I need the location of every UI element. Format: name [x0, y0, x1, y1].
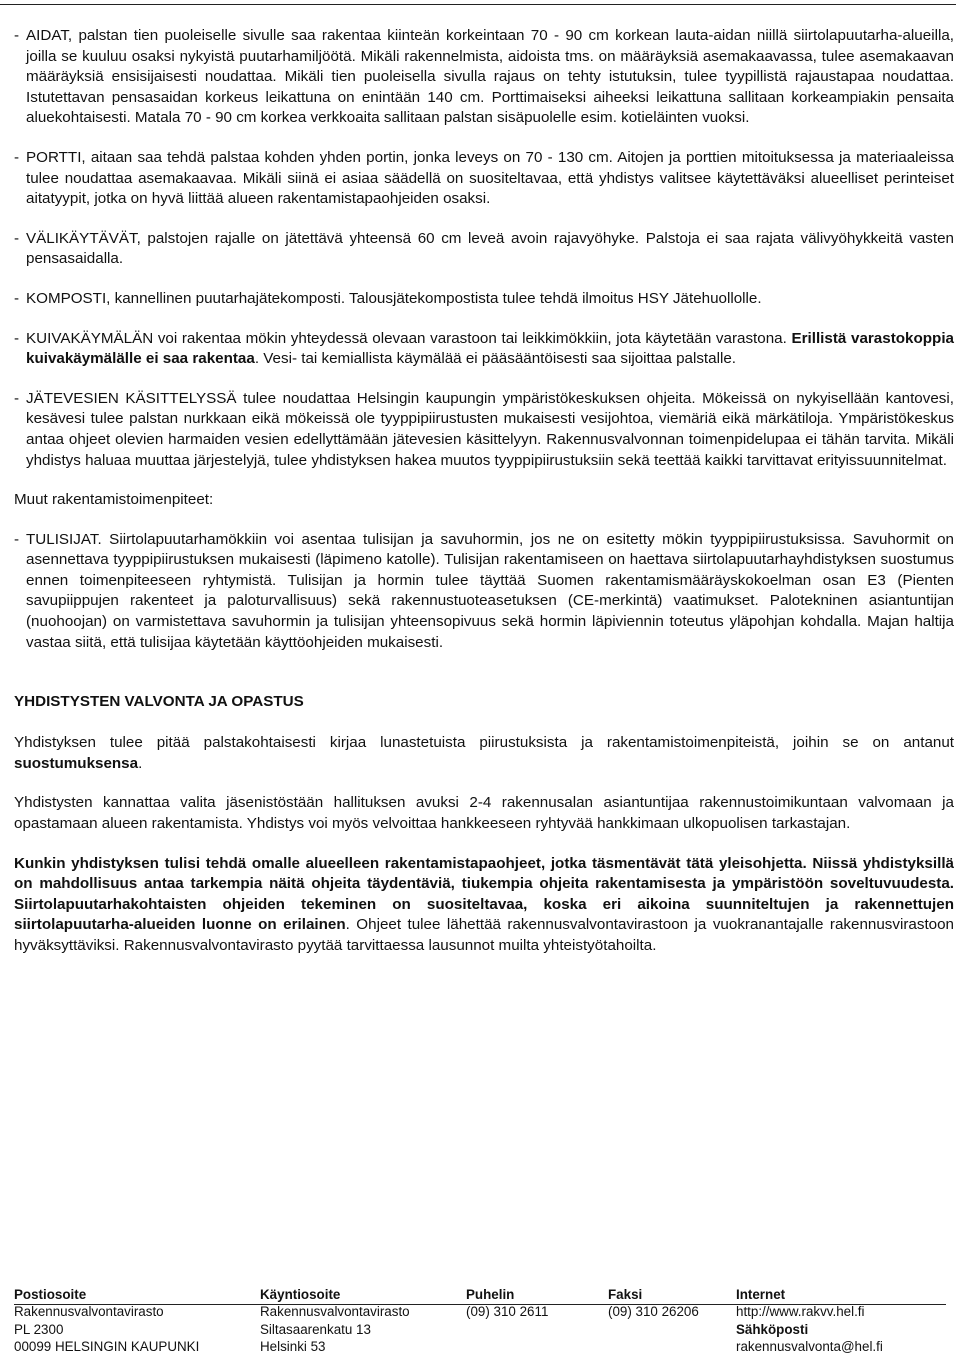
text-run: . Ohjeet tulee lähettää rakennusvalvontavirastoon ja vuokranantajalle rakennusvirastoon hyväksyttäviksi. Rakennusvalvontavirasto pyytää tarvittaessa lausunnot muilta yhteistyötahoilta.: [14, 916, 955, 954]
footer-value: 00099 HELSINGIN KAUPUNKI: [14, 1339, 200, 1355]
footer-value: Siltasaarenkatu 13: [260, 1321, 371, 1337]
footer-value: (09) 310 26206: [608, 1304, 699, 1320]
other-measures-label: Muut rakentamistoimenpiteet:: [14, 491, 214, 509]
list-item-text: [26, 329, 954, 370]
document-body: [14, 26, 954, 976]
footer-value: Helsinki 53: [260, 1339, 326, 1355]
list-item-compost: [14, 289, 954, 310]
list-item-dry-toilet: [14, 329, 954, 370]
list-dash: -: [14, 229, 20, 247]
footer-fax: [608, 1286, 699, 1321]
section-heading: YHDISTYSTEN VALVONTA JA OPASTUS: [14, 693, 304, 711]
footer-value: Rakennusvalvontavirasto: [260, 1304, 410, 1320]
paragraph: [14, 854, 954, 957]
list-item-text: JÄTEVESIEN KÄSITTELYSSÄ tulee noudattaa Helsingin kaupungin ympäristökeskuksen ohjeita. Mökeissä on nykyisellään kantovesi, kesävesi tulee palstan nurkkaan eikä mökeissä ole tyyppipiirustusten mukaisesti vesijohtoa, viemäriä eikä märkätiloja. Ympäristökeskus antaa ohjeet olevien harmaiden vesien edellyttämään jätevesien käsittelyyn. Rakennusvalvonnan toimenpidelupaa ei tähän tarvita. Mikäli yhdistys haluaa muuttaa järjestelyjä, tulee yhdistyksen hakea muutos tyyppipiirustuksiin sekä teettää kaikki tarvittavat erityissuunnitelmat.: [26, 389, 954, 469]
footer-visiting-address: [260, 1286, 410, 1356]
footer-label: Postiosoite: [14, 1287, 87, 1302]
footer-label: Puhelin: [466, 1287, 515, 1302]
list-item-text: PORTTI, aitaan saa tehdä palstaa kohden yhden portin, jonka leveys on 70 - 130 cm. Aitojen ja porttien mitoituksessa ja materiaaleissa tulee noudattaa asemakaavaa. Mikäli siinä ei asiaa säädellä on suositeltavaa, että yhdistys valitsee käytettäväksi alueelliset perinteiset aitatyypit, jotka on hyvä liittää alueen rakentamistapaohjeiden osaksi.: [26, 148, 954, 208]
text-run: KUIVAKÄYMÄLÄN voi rakentaa mökin yhteydessä olevaan varastoon tai leikkimökkiin, jota käytetään varastona.: [26, 329, 792, 347]
bold-text-run: Erillistä varastokoppia kuivakäymälälle ei saa rakentaa: [26, 329, 954, 368]
footer-internet: [736, 1286, 883, 1356]
list-dash: -: [14, 27, 20, 44]
list-item-wastewater: [14, 389, 954, 471]
list-dash: -: [14, 389, 20, 407]
bold-text-run: suostumuksensa: [14, 754, 139, 772]
paragraph: Yhdistysten kannattaa valita jäsenistöstään hallituksen avuksi 2-4 rakennusalan asiantuntijaa rakennustoimikuntaan valvomaan ja opastamaan alueen rakentamista. Yhdistys voi myös velvoittaa hankkeeseen ryhtyvää hankkimaan ulkopuolisen tarkastajan.: [14, 794, 954, 833]
text-run: . Vesi- tai kemiallista käymälää ei pääsääntöisesti saa sijoittaa palstalle.: [254, 350, 737, 368]
list-item-text: VÄLIKÄYTÄVÄT, palstojen rajalle on jätettävä yhteensä 60 cm leveä avoin rajavyöhyke. Palstoja ei saa rajata välivyöhykkeitä vasten pensasaidalla.: [26, 229, 954, 268]
text-run: .: [138, 754, 143, 772]
footer-label: Internet: [736, 1287, 786, 1302]
list-dash: -: [14, 530, 20, 548]
list-item-text: KOMPOSTI, kannellinen puutarhajätekomposti. Talousjätekompostista tulee tehdä ilmoitus HSY Jätehuollolle.: [26, 289, 762, 307]
footer-value: (09) 310 2611: [466, 1304, 549, 1320]
footer-postal-address: [14, 1286, 199, 1356]
list-item-walkways: [14, 229, 954, 270]
bold-text-run: Kunkin yhdistyksen tulisi tehdä omalle alueelleen rakentamistapaohjeet, jotka täsmentävät tätä yleisohjetta. Niissä yhdistyksillä on mahdollisuus antaa tarkempia näitä ohjeita täydentäviä, tiukempia ohjeita rakentamisesta ja ympäristöön soveltuvuudesta. Siirtolapuutarhakohtaisten ohjeiden tekeminen on suositeltavaa, koska eri aikoina suunniteltujen ja rakennettujen siirtolapuutarha-alueiden luonne on erilainen: [14, 854, 954, 934]
footer-label: Käyntiosoite: [260, 1287, 341, 1302]
list-dash: -: [14, 329, 20, 347]
footer-value: Rakennusvalvontavirasto: [14, 1304, 164, 1320]
paragraph: [14, 733, 954, 774]
list-item-fences: [14, 26, 954, 129]
footer-phone: [466, 1286, 548, 1321]
footer-link[interactable]: http://www.rakvv.hel.fi: [736, 1304, 865, 1320]
text-run: Yhdistyksen tulee pitää palstakohtaisesti kirjaa lunastetuista piirustuksista ja rakentamistoimenpiteistä, joihin se on antanut: [14, 734, 954, 752]
list-item-gate: [14, 148, 954, 210]
list-dash: -: [14, 148, 20, 166]
top-rule: [0, 4, 956, 5]
footer-email-link[interactable]: rakennusvalvonta@hel.fi: [736, 1339, 883, 1355]
footer-label: Faksi: [608, 1287, 643, 1302]
footer-label: Sähköposti: [736, 1321, 809, 1337]
list-dash: -: [14, 289, 20, 307]
list-item-text: TULISIJAT. Siirtolapuutarhamökkiin voi asentaa tulisijan ja savuhormin, jos ne on esitetty mökin tyyppipiirustuksissa. Savuhormit on asennettava tyyppipiirustuksen mukaisesti (läpimeno katolle). Tulisijan rakentamiseen on haettava siirtolapuutarhayhdistyksen suostumus ennen toimenpiteeseen ryhtymistä. Tulisijan ja hormin tulee täyttää Suomen rakentamismääräyskokoelman osan E3 (Pienten savupiippujen rakenteet ja paloturvallisuus) sekä rakennustuoteasetuksen (CE-merkintä) vaatimukset. Palotekninen asiantuntijan (nuohoojan) on varmistettava savuhormin ja tulisijan yhteensopivuus sekä hormin läpiviennin toteutus yläpohjan kohdalla. Majan haltija vastaa siitä, että tulisijaa käytetään käyttöohjeiden mukaisesti.: [26, 530, 954, 651]
footer-value: PL 2300: [14, 1321, 64, 1337]
list-item-text: AIDAT, palstan tien puoleiselle sivulle saa rakentaa kiinteän korkeintaan 70 - 90 cm korkean lauta-aidan niillä siirtolapuutarha-alueilla, joilla se kuuluu osaksi nykyistä puutarhamiljöötä. Mikäli rakennelmista, aidoista tms. on määräyksiä asemakaavassa, tulee asemakaavan määräyksiä ensisijaisesti noudattaa. Mikäli tien puoleisella sivulla rajaus on tehty istutuksin, tulee tyypillistä rajaustapaa noudattaa. Istutettavan pensasaidan korkeus leikattuna on enintään 140 cm. Porttimaiseksi aiheeksi leikattuna sallitaan korkeampiakin pensaita aluekohtaisesti. Matala 70 - 90 cm korkea verkkoaita sallitaan palstan sisäpuolelle esim. kotieläinten vuoksi.: [26, 27, 954, 127]
list-item-fireplaces: [14, 530, 954, 654]
